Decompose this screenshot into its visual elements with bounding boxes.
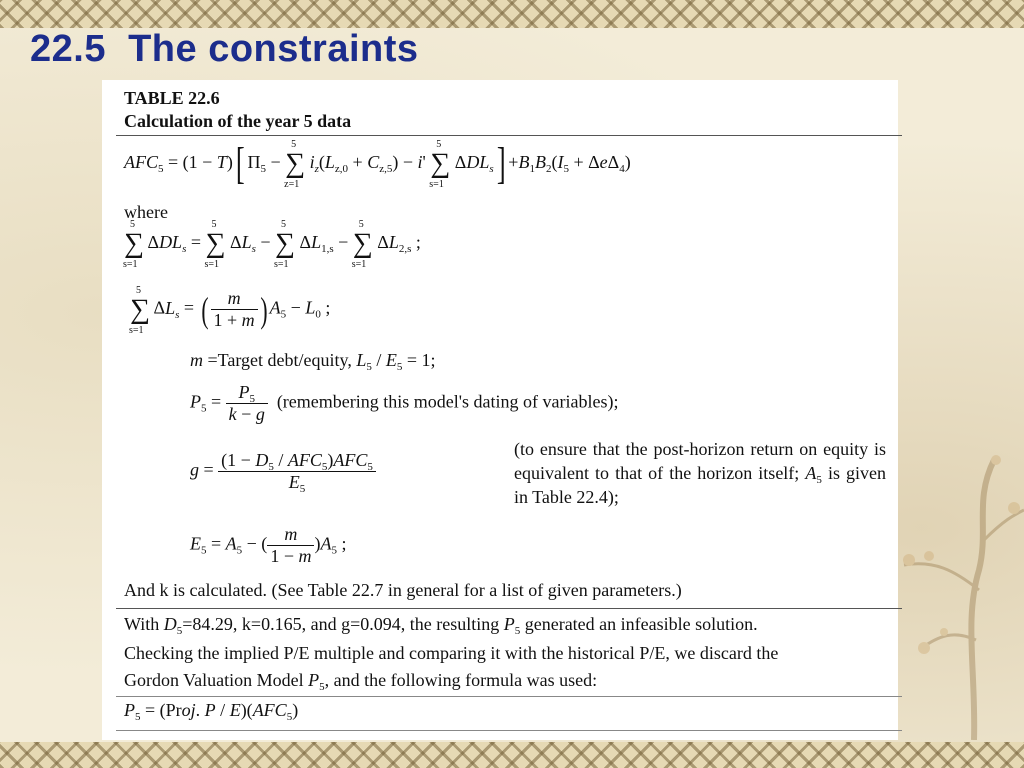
with-line-a: With <box>124 614 160 634</box>
g-equation: g = $\frac{(1 - D_5 / AFC_5)AFC_5}{E_5}$ <box>190 450 376 493</box>
table-rule-bottom <box>116 730 902 731</box>
checking-line: Checking the implied P/E multiple and comparing it with the historical P/E, we discard the <box>124 643 779 663</box>
p5-equation: $P_5$ = $\frac{P_5}{k - g}$ (remembering this model's dating of variables); <box>190 382 619 424</box>
table-caption: Calculation of the year 5 data <box>124 111 352 131</box>
with-line-b: =84.29, k=0.165, and g=0.094, the resulting <box>182 614 500 634</box>
afc5-equation: $AFC_5 = (1 - T)$[ $\Pi_5$ − ∑ 5 z=1 $i_z(L_{z,0} + C_{z,5}) - i'$ ∑ 5 s=1 $\Delta DL_s] +B_1B_2(I_5 + \Delta e\Delta_4)$ <box>124 139 631 190</box>
delta-l-equation: ∑ 5 s=1 $\Delta L_s$ = ( $\frac{m}{1 + m}$ ) $A_5 - L_0$ ; <box>129 284 331 336</box>
m-definition-text: =Target debt/equity, <box>207 350 352 370</box>
decorative-border-top <box>0 0 1024 28</box>
p5-note: (remembering this model's dating of variables); <box>276 391 619 412</box>
table-document <box>102 80 898 740</box>
decorative-border-bottom <box>0 742 1024 768</box>
gordon-line: Gordon Valuation Model $P_5$, and the following formula was used: <box>124 670 598 693</box>
e5-equation: $E_5 = A_5$ − ( $\frac{m}{1 - m}$ )$A_5$ ; <box>190 524 347 566</box>
slide-title: 22.5 The constraints <box>30 28 419 70</box>
tree-decoration-icon <box>884 420 1024 740</box>
m-definition: m =Target debt/equity, $L_5 / E_5 = 1$; <box>190 350 436 373</box>
gordon-line-a: Gordon Valuation Model <box>124 670 304 690</box>
g-note-tail: is given in Table 22.4); <box>514 463 886 507</box>
gordon-line-b: , and the following formula was used: <box>324 670 598 690</box>
final-formula: $P_5$ = (Proj. P / $E)(AFC_5)$ <box>124 700 299 723</box>
with-line: With $D_5=84.29$, k=0.165, and g=0.094, the resulting $P_5$ generated an infeasible solution. <box>124 614 758 637</box>
with-line-c: generated an infeasible solution. <box>524 614 758 634</box>
g-note-text: (to ensure that the post-horizon return on equity is equivalent to that of the horizon itself; <box>514 439 886 483</box>
table-rule-top <box>116 135 902 136</box>
where-label: where <box>124 202 168 222</box>
table-rule-middle <box>116 608 902 609</box>
table-rule-formula <box>116 696 902 697</box>
and-k-text: And k is calculated. (See Table 22.7 in general for a list of given parameters.) <box>124 580 682 600</box>
delta-dl-equation: ∑ 5 s=1 $\Delta DL_s$ = ∑ 5 s=1 $\Delta L_s$ − ∑ 5 s=1 $\Delta L_{1,s}$ − ∑ 5 s=1 $\Delta L_{2,s}$ ; <box>123 219 421 270</box>
table-label: TABLE 22.6 <box>124 88 220 108</box>
g-equation-note: (to ensure that the post-horizon return on equity is equivalent to that of the horizon itself; $A_5$ is given in Table 22.4); <box>514 439 886 507</box>
